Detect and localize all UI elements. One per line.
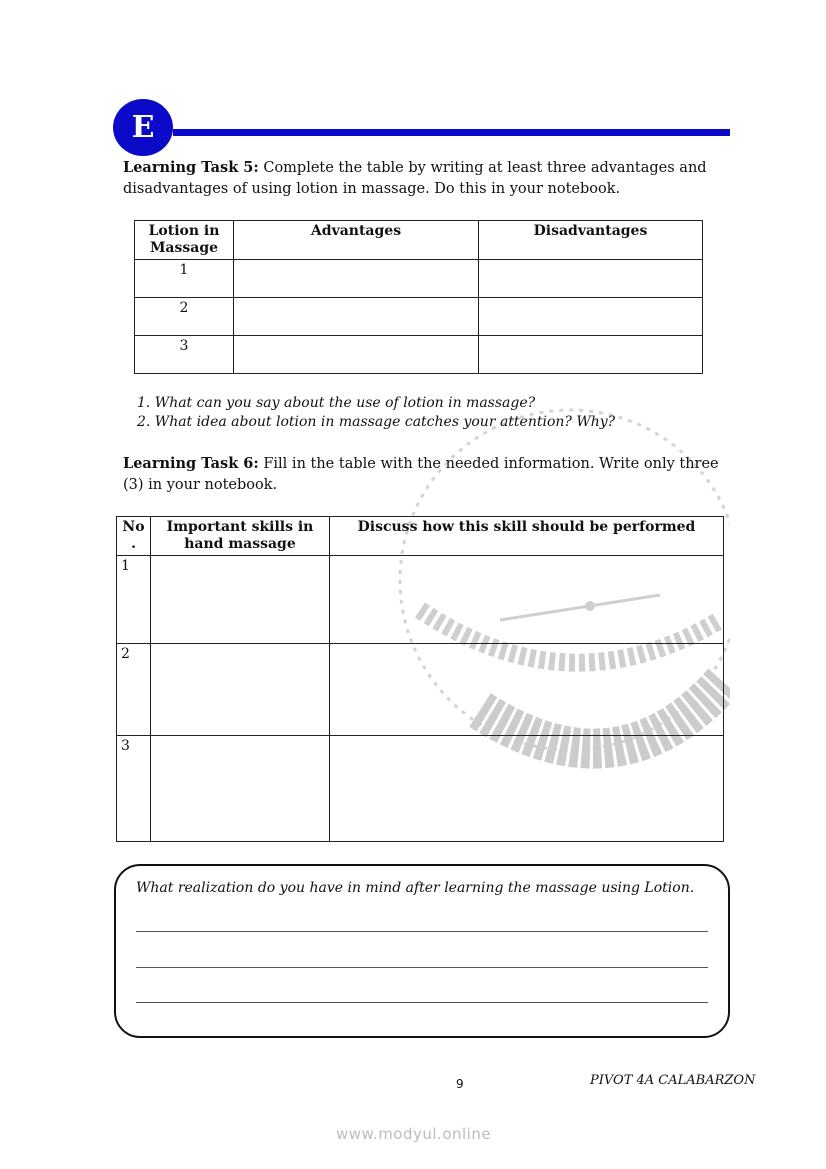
question-2: 2. What idea about lotion in massage catches your attention? Why? [137, 414, 616, 430]
task5-questions [137, 394, 615, 432]
advantage-cell[interactable] [234, 336, 479, 374]
answer-line-1[interactable] [136, 931, 708, 932]
row-number: 1 [135, 260, 234, 298]
table-row [117, 736, 724, 842]
col-disadvantages: Disadvantages [479, 221, 703, 260]
task5-label: Learning Task 5: [123, 159, 259, 176]
table-row [135, 260, 703, 298]
skill-cell[interactable] [151, 736, 330, 842]
reflection-box [114, 864, 730, 1038]
table-header-row [135, 221, 703, 260]
discussion-cell[interactable] [330, 736, 724, 842]
col-no: No . [117, 517, 151, 556]
disadvantage-cell[interactable] [479, 336, 703, 374]
task6-label: Learning Task 6: [123, 455, 259, 472]
row-number: 3 [135, 336, 234, 374]
table-header-row [117, 517, 724, 556]
discussion-cell[interactable] [330, 556, 724, 644]
table-row [117, 556, 724, 644]
row-number: 2 [135, 298, 234, 336]
section-letter-badge: E [113, 99, 173, 156]
task5-text: Complete the table by writing at least three advantages and disadvantages of using lotion in massage. Do this in your notebook. [123, 160, 707, 197]
answer-line-3[interactable] [136, 1002, 708, 1003]
col-lotion: Lotion in Massage [135, 221, 234, 260]
table-row [135, 336, 703, 374]
task6-instructions [123, 453, 723, 496]
table-row [117, 644, 724, 736]
disadvantage-cell[interactable] [479, 260, 703, 298]
table-row [135, 298, 703, 336]
question-1: 1. What can you say about the use of lotion in massage? [137, 395, 536, 411]
col-skills: Important skills in hand massage [151, 517, 330, 556]
skill-cell[interactable] [151, 644, 330, 736]
advantage-cell[interactable] [234, 260, 479, 298]
row-number: 3 [117, 736, 151, 842]
publisher-footer: PIVOT 4A CALABARZON [590, 1073, 756, 1088]
col-discuss: Discuss how this skill should be performed [330, 517, 724, 556]
task6-text: Fill in the table with the needed information. Write only three (3) in your notebook. [123, 456, 719, 493]
row-number: 2 [117, 644, 151, 736]
col-advantages: Advantages [234, 221, 479, 260]
task5-instructions [123, 157, 723, 200]
row-number: 1 [117, 556, 151, 644]
skills-table [116, 516, 724, 842]
skill-cell[interactable] [151, 556, 330, 644]
disadvantage-cell[interactable] [479, 298, 703, 336]
answer-line-2[interactable] [136, 967, 708, 968]
reflection-prompt: What realization do you have in mind after learning the massage using Lotion. [136, 880, 695, 896]
section-divider [173, 129, 730, 136]
discussion-cell[interactable] [330, 644, 724, 736]
advantage-cell[interactable] [234, 298, 479, 336]
site-watermark: www.modyul.online [336, 1125, 492, 1143]
lotion-table [134, 220, 703, 374]
page-number: 9 [456, 1077, 464, 1091]
